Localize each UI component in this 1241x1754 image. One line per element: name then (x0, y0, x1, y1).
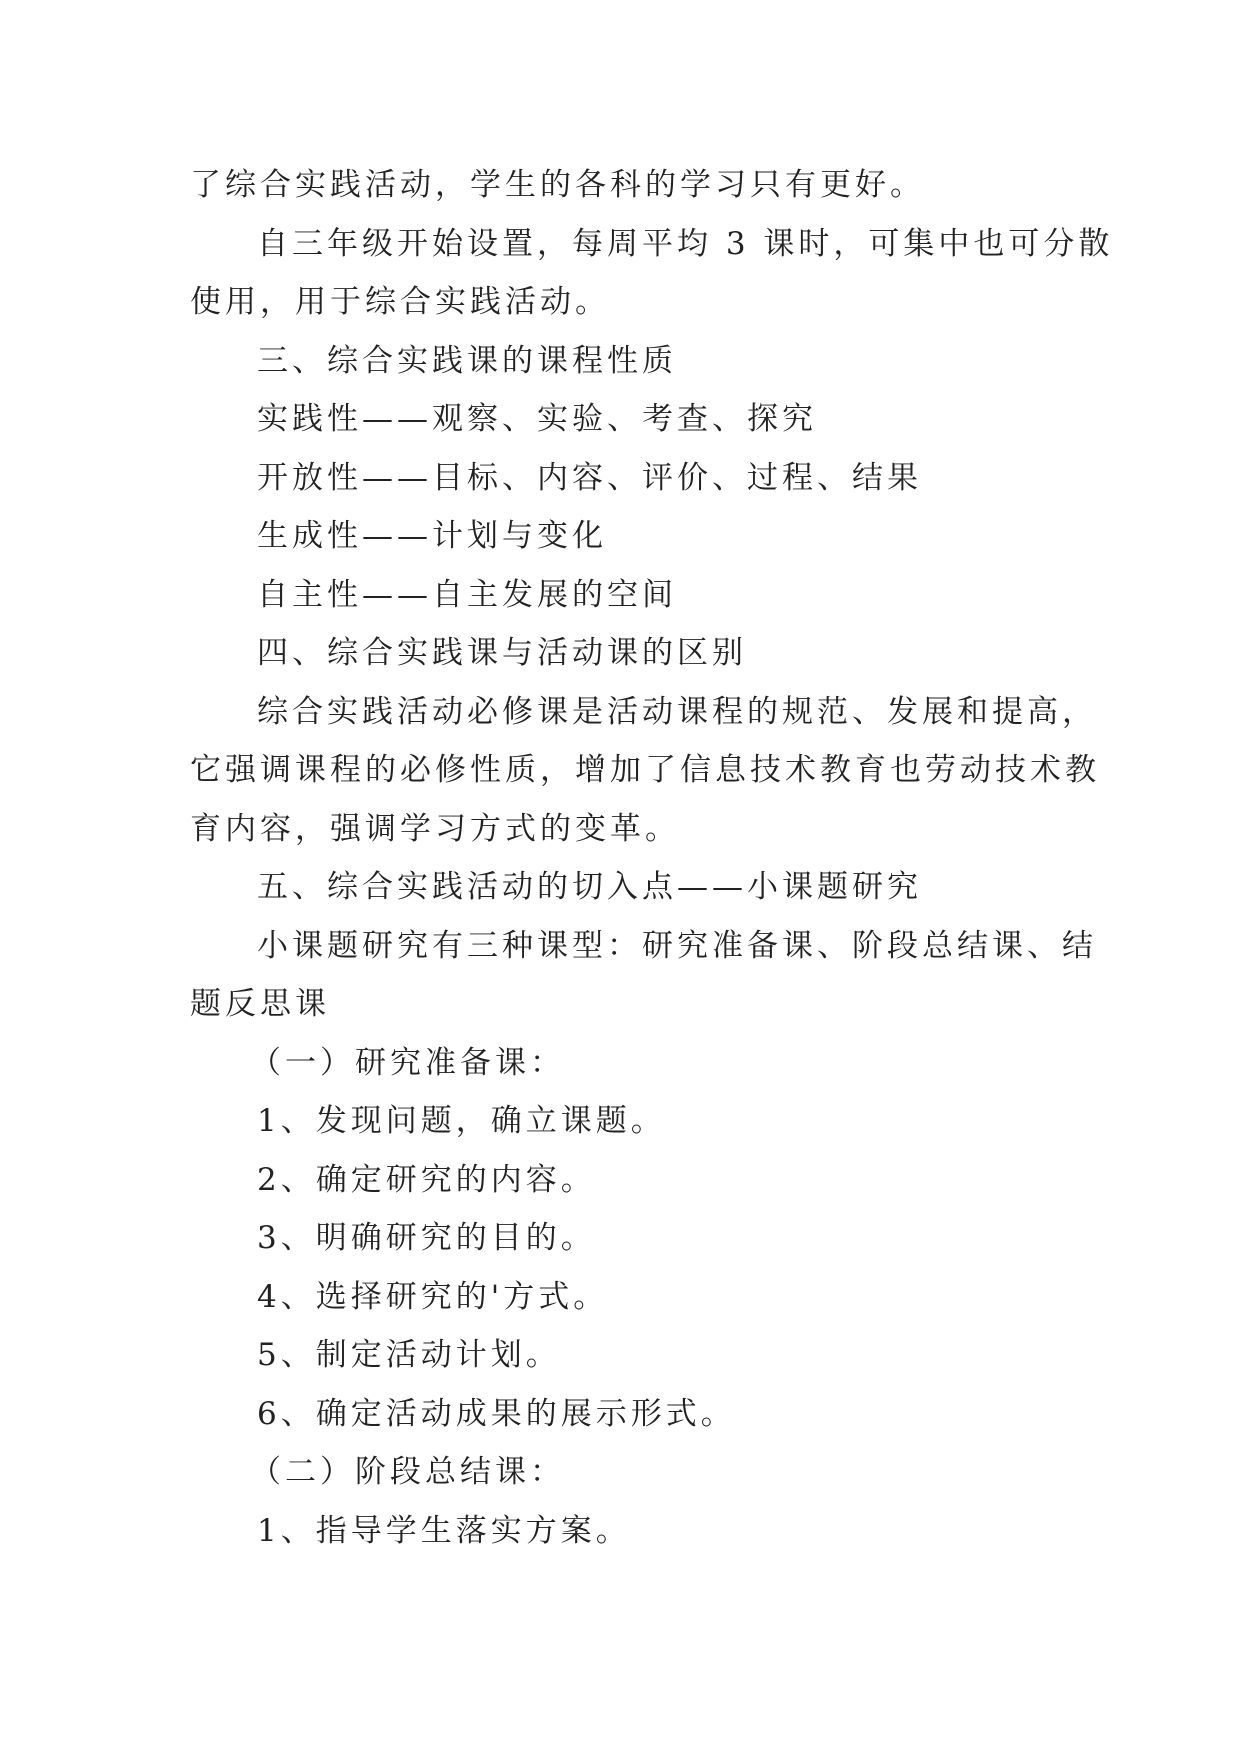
list-item: 1、发现问题，确立课题。 (257, 1103, 666, 1139)
text-line: 育内容，强调学习方式的变革。 (190, 810, 680, 847)
subsection-heading: （一）研究准备课： (250, 1044, 565, 1081)
text-line: 自三年级开始设置，每周平均 3 课时，可集中也可分散 (257, 225, 1114, 262)
document-body (190, 156, 1114, 1560)
text-line: 了综合实践活动，学生的各科的学习只有更好。 (190, 167, 925, 203)
section-heading: 三、综合实践课的课程性质 (257, 342, 677, 379)
text-line: 生成性——计划与变化 (257, 518, 607, 554)
list-item: 5、制定活动计划。 (257, 1337, 561, 1373)
list-item: 6、确定活动成果的展示形式。 (257, 1395, 736, 1432)
text-line: 小课题研究有三种课型：研究准备课、阶段总结课、结 (257, 927, 1097, 964)
text-line: 实践性——观察、实验、考查、探究 (257, 401, 817, 437)
text-line: 综合实践活动必修课是活动课程的规范、发展和提高， (257, 693, 1097, 730)
list-item: 3、明确研究的目的。 (257, 1220, 596, 1256)
text-line: 开放性——目标、内容、评价、过程、结果 (257, 459, 922, 496)
list-item: 1、指导学生落实方案。 (257, 1512, 631, 1549)
section-heading: 五、综合实践活动的切入点——小课题研究 (257, 869, 922, 905)
text-line: 题反思课 (190, 986, 330, 1022)
section-heading: 四、综合实践课与活动课的区别 (257, 635, 747, 671)
subsection-heading: （二）阶段总结课： (250, 1454, 565, 1490)
text-line: 自主性——自主发展的空间 (257, 576, 677, 613)
list-item: 4、选择研究的'方式。 (257, 1278, 609, 1315)
text-line: 使用，用于综合实践活动。 (190, 284, 610, 320)
text-line: 它强调课程的必修性质，增加了信息技术教育也劳动技术教 (190, 752, 1100, 788)
list-item: 2、确定研究的内容。 (257, 1161, 596, 1198)
